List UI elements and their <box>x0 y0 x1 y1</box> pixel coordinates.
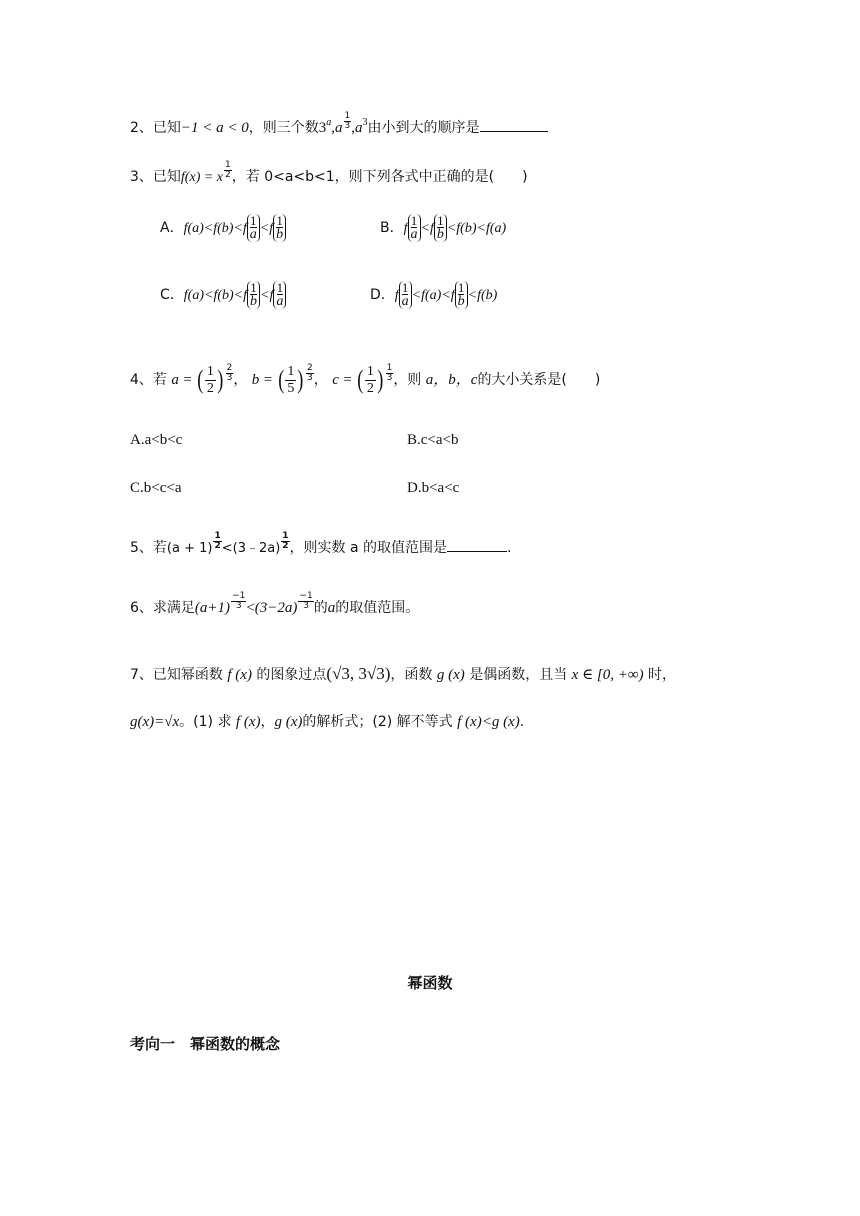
q4-prefix: 4、若 <box>130 372 167 388</box>
question-3 <box>130 160 528 194</box>
question-6: 6、求满足(a+1) $\frac{-1}{3}$ <(3−2a) $\frac{-1}{3}$ 的a的取值范围。 <box>130 591 420 616</box>
answer-blank[interactable] <box>480 119 548 132</box>
q3-mid: ，若 0<a<b<1，则下列各式中正确的是( ) <box>231 169 528 185</box>
question-7-line-2: g(x)=√x。(1) 求 f (x)，g (x)的解析式；(2) 解不等式 f (x)<g (x). <box>130 714 525 730</box>
q3-prefix: 3、已知 <box>130 169 181 185</box>
q2-prefix: 2、已知 <box>130 120 181 136</box>
q4-b-exp: $\frac{2}{3}$ <box>307 363 313 383</box>
q3-option-d[interactable]: D．f $\frac{1}{a}$ <f(a)<f $\frac{1}{b}$ <f(b) <box>370 280 498 309</box>
q2-condition: −1 < a < 0 <box>180 120 249 136</box>
subsection-title: 考向一 幂函数的概念 <box>130 1035 281 1053</box>
q4-c-base: $\frac{1}{2}$ <box>366 363 374 396</box>
q2-expr-b-exp: $\frac{1}{3}$ <box>344 111 351 131</box>
question-4: 4、若 a = ( $\frac{1}{2}$ ) $\frac{2}{3}$ ， b = ( $\frac{1}{5}$ ) $\frac{2}{3}$ ， c = ( $\frac{1}{2}$ ) $\frac{1}{3}$ ，则 a，b，c的大小关系是( ) <box>130 363 601 396</box>
q2-expr-a: 3 <box>318 120 327 136</box>
q3-func: f(x) = x <box>180 170 224 185</box>
q3-option-b[interactable]: B．f $\frac{1}{a}$ <f $\frac{1}{b}$ <f(b)<f(a) <box>380 213 507 242</box>
q4-b-base: $\frac{1}{5}$ <box>287 363 295 396</box>
q6-suffix-prefix: 的 <box>313 600 328 616</box>
section-title: 幂函数 <box>407 974 453 992</box>
q2-expr-a-sup: a <box>326 117 332 128</box>
q2-expr-c: a <box>355 120 363 136</box>
q4-a-exp: $\frac{2}{3}$ <box>226 363 233 383</box>
q2-suffix: 由小到大的顺序是 <box>367 120 480 136</box>
q4-option-d[interactable]: D.b<a<c <box>407 480 460 496</box>
q5-prefix: 5、若 <box>130 540 167 556</box>
q4-option-a[interactable]: A.a<b<c <box>130 432 183 448</box>
question-7: 7、已知幂函数 f (x) 的图象过点(√3, 3√3)，函数 g (x) 是偶函数，且当 x ∈ [0, +∞) 时， <box>130 664 677 683</box>
question-2: 2、已知−1 < a < 0，则三个数3$^a$,a $\frac{1}{3}$ $,a^3$由小到大的顺序是 <box>130 118 548 145</box>
q2-mid: ，则三个数 <box>248 120 319 136</box>
q2-expr-b: a <box>335 120 343 136</box>
q4-c-exp: $\frac{1}{3}$ <box>386 363 393 383</box>
answer-blank[interactable] <box>447 539 507 552</box>
q3-func-exp: $\frac{1}{2}$ <box>225 160 231 180</box>
question-5: 5、若(a + 1) $\frac{1}{2}$ <(3﹣2a) $\frac{1}{2}$ ，则实数 a 的取值范围是 . <box>130 531 512 556</box>
q6-prefix: 6、求满足 <box>130 600 195 616</box>
q3-option-c[interactable]: C．f(a)<f(b)<f $\frac{1}{b}$ <f $\frac{1}{a}$ <box>160 281 286 309</box>
q4-option-b[interactable]: B.c<a<b <box>407 432 459 448</box>
q2-expr-c-sup: 3 <box>362 117 368 128</box>
q4-option-c[interactable]: C.b<c<a <box>130 480 182 496</box>
q3-option-a[interactable]: A．f(a)<f(b)<f $\frac{1}{a}$ <f $\frac{1}{b}$ <box>160 214 286 242</box>
q4-a-base: $\frac{1}{2}$ <box>206 363 214 396</box>
